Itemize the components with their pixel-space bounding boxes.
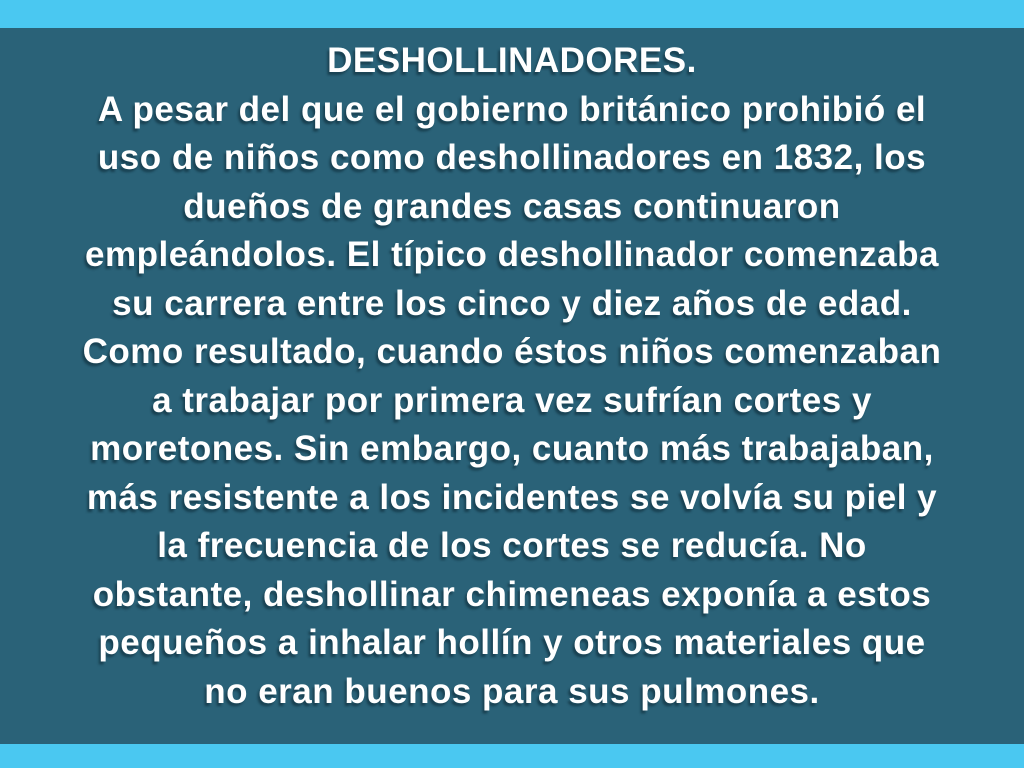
paragraph-line: no eran buenos para sus pulmones. <box>204 671 820 711</box>
slide-title: DESHOLLINADORES. <box>327 41 697 80</box>
paragraph-line: uso de niños como deshollinadores en 1832, los <box>97 138 927 177</box>
paragraph-line: moretones. Sin embargo, cuanto más trabajaban, <box>90 429 934 468</box>
paragraph-line: su carrera entre los cinco y diez años de edad. <box>112 283 912 323</box>
paragraph-line: obstante, deshollinar chimeneas exponía a estos <box>92 574 932 614</box>
paragraph-line: la frecuencia de los cortes se reducía. No <box>157 526 867 565</box>
top-border <box>0 0 1024 28</box>
slide-content <box>0 28 1024 744</box>
paragraph-line: pequeños a inhalar hollín y otros materiales que <box>98 623 926 662</box>
paragraph-line: A pesar del que el gobierno británico prohibió el <box>97 89 927 129</box>
bottom-border <box>0 744 1024 768</box>
paragraph-line: más resistente a los incidentes se volvía su piel y <box>86 477 938 517</box>
paragraph-line: Como resultado, cuando éstos niños comenzaban <box>82 332 942 371</box>
paragraph-line: dueños de grandes casas continuaron <box>183 186 841 226</box>
paragraph-line: a trabajar por primera vez sufrían cortes y <box>152 380 872 420</box>
paragraph-line: empleándolos. El típico deshollinador comenzaba <box>85 235 939 274</box>
